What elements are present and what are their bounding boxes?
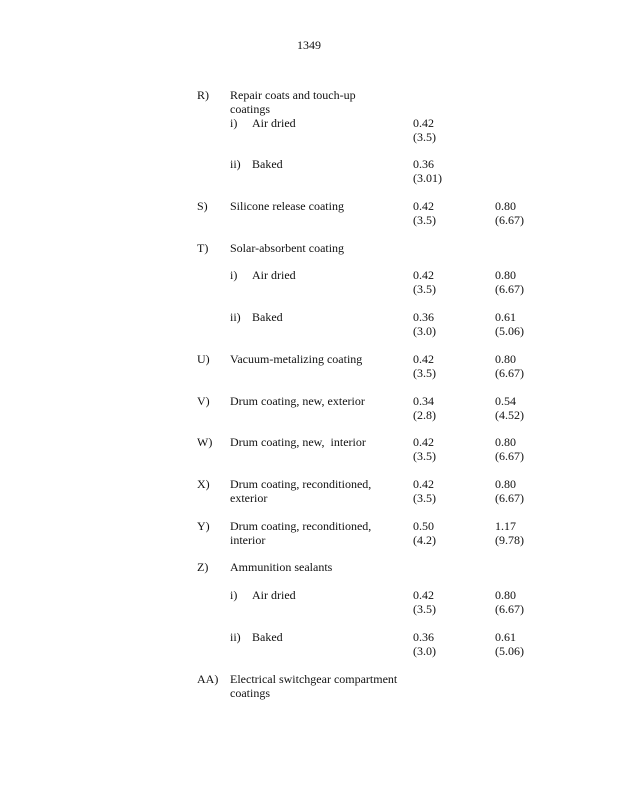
value: 0.34 [413, 394, 434, 408]
value-secondary [495, 352, 524, 380]
value-secondary [495, 310, 524, 338]
item-label: Air dried [252, 268, 296, 282]
value-metric: (6.67) [495, 366, 524, 380]
value-primary [413, 519, 436, 547]
item-subnumber: i) [230, 588, 238, 602]
value: 1.17 [495, 519, 516, 533]
value-metric: (6.67) [495, 282, 524, 296]
value-secondary [495, 630, 524, 658]
item-letter: Z) [197, 560, 209, 574]
item-label: Electrical switchgear compartment coatings [230, 672, 398, 700]
value-primary [413, 630, 436, 658]
item-label: Baked [252, 157, 283, 171]
item-label: Air dried [252, 588, 296, 602]
item-letter: W) [197, 435, 213, 449]
value-primary [413, 435, 436, 463]
value-primary [413, 157, 442, 185]
value: 0.36 [413, 157, 434, 171]
item-label: Drum coating, new, interior [230, 435, 366, 449]
value-primary [413, 199, 436, 227]
value-metric: (4.2) [413, 533, 436, 547]
value-primary [413, 268, 436, 296]
item-letter: Y) [197, 519, 210, 533]
value-metric: (3.0) [413, 644, 436, 658]
value-metric: (3.0) [413, 324, 436, 338]
value-metric: (6.67) [495, 213, 524, 227]
value-secondary [495, 268, 524, 296]
value-metric: (3.5) [413, 449, 436, 463]
value-metric: (9.78) [495, 533, 524, 547]
value: 0.50 [413, 519, 434, 533]
value-metric: (3.5) [413, 491, 436, 505]
value-secondary [495, 435, 524, 463]
item-subnumber: ii) [230, 630, 241, 644]
value-primary [413, 310, 436, 338]
value-metric: (6.67) [495, 449, 524, 463]
value-metric: (6.67) [495, 491, 524, 505]
value-metric: (4.52) [495, 408, 524, 422]
item-letter: U) [197, 352, 210, 366]
value: 0.80 [495, 435, 516, 449]
value-secondary [495, 588, 524, 616]
value-secondary [495, 199, 524, 227]
item-label: Air dried [252, 116, 296, 130]
value-metric: (3.5) [413, 602, 436, 616]
value-metric: (2.8) [413, 408, 436, 422]
value-primary [413, 352, 436, 380]
item-label: Vacuum-metalizing coating [230, 352, 363, 366]
value-secondary [495, 477, 524, 505]
value: 0.42 [413, 588, 434, 602]
item-label: Silicone release coating [230, 199, 344, 213]
value-metric: (3.5) [413, 213, 436, 227]
value-metric: (3.5) [413, 282, 436, 296]
value-metric: (5.06) [495, 324, 524, 338]
value-primary [413, 477, 436, 505]
value: 0.80 [495, 268, 516, 282]
item-letter: S) [197, 199, 208, 213]
value-metric: (5.06) [495, 644, 524, 658]
value-metric: (3.5) [413, 130, 436, 144]
item-label: Repair coats and touch-up coatings [230, 88, 356, 116]
item-letter: X) [197, 477, 210, 491]
item-letter: AA) [197, 672, 219, 686]
page-number: 1349 [297, 38, 321, 52]
item-subnumber: ii) [230, 157, 241, 171]
value-secondary [495, 394, 524, 422]
value-metric: (6.67) [495, 602, 524, 616]
item-label: Drum coating, new, exterior [230, 394, 365, 408]
value-metric: (3.01) [413, 171, 442, 185]
value: 0.42 [413, 268, 434, 282]
item-label: Drum coating, reconditioned, interior [230, 519, 372, 547]
value: 0.80 [495, 477, 516, 491]
value: 0.80 [495, 588, 516, 602]
value-secondary [495, 519, 524, 547]
item-letter: R) [197, 88, 209, 102]
value: 0.42 [413, 199, 434, 213]
item-letter: T) [197, 241, 209, 255]
item-subnumber: i) [230, 116, 238, 130]
value: 0.42 [413, 352, 434, 366]
value: 0.36 [413, 310, 434, 324]
value-metric: (3.5) [413, 366, 436, 380]
item-label: Ammunition sealants [230, 560, 333, 574]
value: 0.61 [495, 630, 516, 644]
item-subnumber: ii) [230, 310, 241, 324]
value: 0.54 [495, 394, 516, 408]
value: 0.42 [413, 116, 434, 130]
value: 0.80 [495, 199, 516, 213]
value: 0.36 [413, 630, 434, 644]
value: 0.80 [495, 352, 516, 366]
item-label: Solar-absorbent coating [230, 241, 345, 255]
value: 0.61 [495, 310, 516, 324]
item-label: Baked [252, 310, 283, 324]
value-primary [413, 116, 436, 144]
value: 0.42 [413, 435, 434, 449]
item-label: Baked [252, 630, 283, 644]
value: 0.42 [413, 477, 434, 491]
value-primary [413, 588, 436, 616]
item-label: Drum coating, reconditioned, exterior [230, 477, 372, 505]
item-subnumber: i) [230, 268, 238, 282]
value-primary [413, 394, 436, 422]
item-letter: V) [197, 394, 210, 408]
